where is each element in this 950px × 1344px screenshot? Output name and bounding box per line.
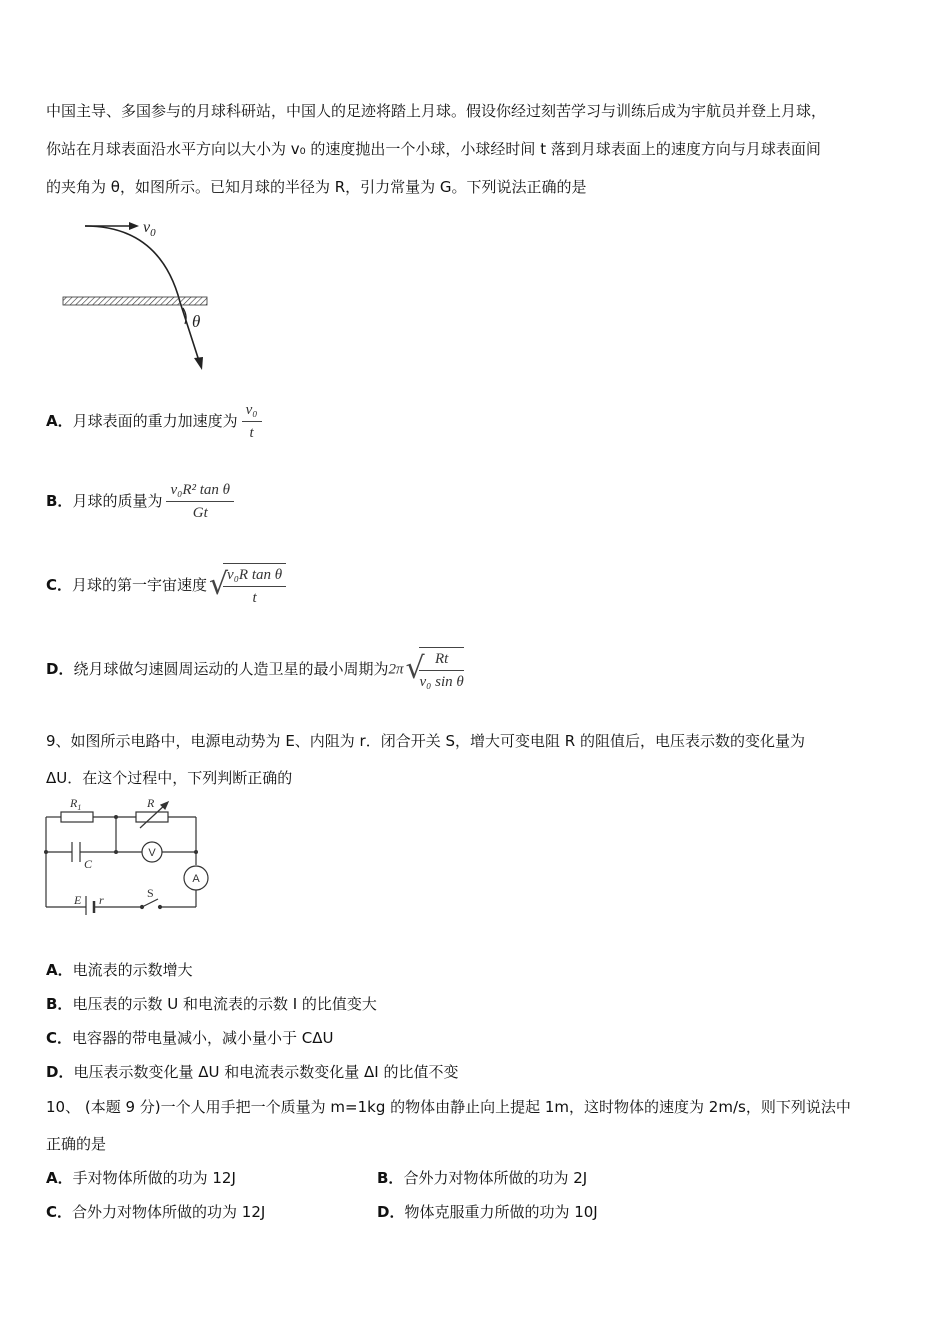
- q9-option-a: A．电流表的示数增大: [46, 961, 193, 979]
- q9-option-d: D．电压表示数变化量 ΔU 和电流表示数变化量 ΔI 的比值不变: [46, 1063, 459, 1081]
- label-r: R: [147, 796, 155, 810]
- trajectory-curve: [85, 226, 200, 364]
- option-text: 月球的质量为: [72, 492, 163, 510]
- v0-label: $v_0$: [143, 219, 156, 239]
- fraction-mass: $\frac{\text{v₀R² tan θ}}{Gt}$: [166, 479, 234, 524]
- option-label: C．: [46, 576, 73, 594]
- q10-stem-line-1: 10、 (本题 9 分)一个人用手把一个质量为 m=1kg 的物体由静止向上提起 1m，这时物体的速度为 2m/s，则下列说法中: [46, 1098, 851, 1116]
- q9-option-c: C．电容器的带电量减小，减小量小于 CΔU: [46, 1029, 334, 1047]
- circuit-diagram: [44, 795, 214, 915]
- q10-option-d: D．物体克服重力所做的功为 10J: [377, 1203, 598, 1221]
- q8-option-c: [46, 562, 286, 609]
- sqrt-first-cosmic-velocity: √ $\frac{\text{v₀R tan θ}}{t}$: [211, 562, 286, 609]
- q8-option-a: [46, 398, 262, 444]
- q9-option-b: B．电压表的示数 U 和电流表的示数 I 的比值变大: [46, 995, 377, 1013]
- label-e: E: [74, 893, 82, 907]
- projectile-figure: [55, 212, 225, 377]
- ground-surface: [63, 297, 207, 305]
- q8-stem-line-2: 你站在月球表面沿水平方向以大小为 v₀ 的速度抛出一个小球，小球经时间 t 落到月球表面上的速度方向与月球表面间: [46, 140, 821, 158]
- option-text: 月球表面的重力加速度为: [72, 412, 238, 430]
- q8-stem-line-3: 的夹角为 θ，如图所示。已知月球的半径为 R，引力常量为 G。下列说法正确的是: [46, 178, 587, 196]
- ammeter-label: A: [192, 873, 200, 885]
- option-label: B．: [46, 492, 73, 510]
- theta-label: θ: [192, 312, 201, 331]
- resistor-r1: [61, 812, 93, 822]
- label-r1: $R_1$: [70, 796, 82, 812]
- two-pi: 2π: [388, 661, 404, 678]
- switch-s: [142, 899, 158, 907]
- option-label: A．: [46, 412, 73, 430]
- velocity-arrowhead: [129, 222, 139, 230]
- q10-option-b: B．合外力对物体所做的功为 2J: [377, 1169, 588, 1187]
- q8-option-b: [46, 478, 234, 524]
- sqrt-period: √ $\frac{Rt}{\text{v₀ sin θ}}$: [407, 646, 463, 693]
- trajectory-arrowhead: [194, 357, 203, 370]
- q10-stem-line-2: 正确的是: [46, 1135, 107, 1153]
- option-label: D．: [46, 660, 74, 678]
- voltmeter-label: V: [148, 847, 156, 859]
- q10-option-c: C．合外力对物体所做的功为 12J: [46, 1203, 266, 1221]
- q8-stem-line-1: 中国主导、多国参与的月球科研站，中国人的足迹将踏上月球。假设你经过刻苦学习与训练后成为宇航员并登上月球，: [46, 102, 827, 120]
- option-text: 绕月球做匀速圆周运动的人造卫星的最小周期为: [73, 660, 389, 678]
- q8-option-d: [46, 646, 464, 693]
- q10-option-a: A．手对物体所做的功为 12J: [46, 1169, 236, 1187]
- q9-stem-line-1: 9、如图所示电路中，电源电动势为 E、内阻为 r．闭合开关 S，增大可变电阻 R 的阻值后，电压表示数的变化量为: [46, 732, 805, 750]
- label-c: C: [84, 857, 93, 871]
- option-text: 月球的第一宇宙速度: [72, 576, 208, 594]
- label-s: S: [147, 886, 154, 900]
- q9-stem-line-2: ΔU．在这个过程中，下列判断正确的: [46, 769, 293, 787]
- fraction-v0-over-t: $\frac{\text{v₀}}{t}$: [242, 399, 262, 444]
- label-r-internal: r: [99, 893, 104, 907]
